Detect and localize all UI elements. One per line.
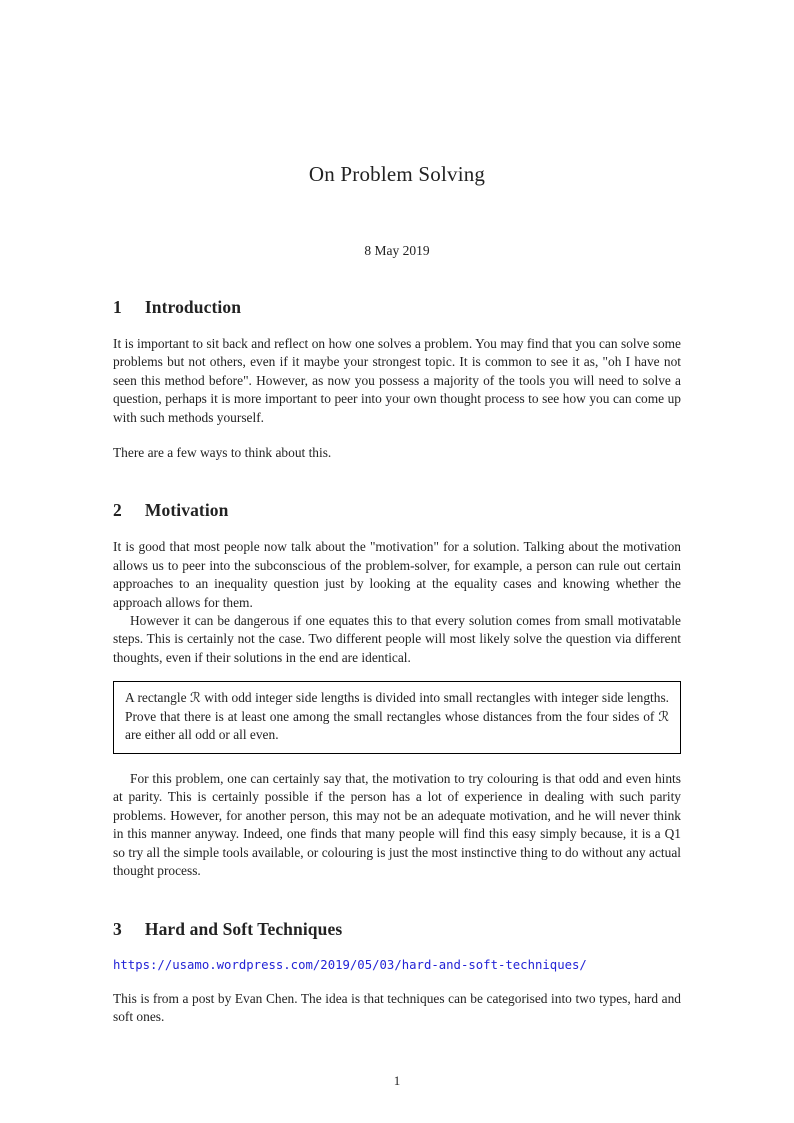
section-3-number: 3: [113, 918, 122, 939]
section-2-heading: [113, 500, 681, 521]
paragraph: For this problem, one can certainly say that, the motivation to try colouring is that odd and even hints at parity. This is certainly possible if the person has a lot of experience in dealing with such parity problems. However, for another person, this may not be an adequate motivation, and he will never think in this manner anyway. Indeed, one finds that many people will find this easy simply because, it is a Q1 so try all the simple tools available, or colouring is just the most instinctive thing to do without any actual thought process.: [113, 771, 681, 879]
url-line: [113, 957, 681, 973]
problem-box: A rectangle ℛ with odd integer side lengths is divided into small rectangles with integer side lengths. Prove that there is at least one among the small rectangles whose distances from the four sides of ℛ are either all odd or all even.: [113, 681, 681, 754]
section-1-title: Introduction: [144, 297, 242, 317]
section-2-number: 2: [113, 500, 122, 521]
page-number: 1: [393, 1073, 401, 1088]
page-title: On Problem Solving: [308, 162, 486, 186]
paragraph: It is good that most people now talk about the "motivation" for a solution. Talking about the motivation allows us to peer into the subconscious of the problem-solver, for example, a person can rule out certain approaches to an inequality question just by looking at the equality cases and knowing whether the approach allows for them.: [113, 539, 681, 610]
document-date: 8 May 2019: [364, 243, 430, 258]
paragraph: However it can be dangerous if one equates this to that every solution comes from small motivatable steps. This is certainly not the case. Two different people will most likely solve the question via different thoughts, even if their solutions in the end are identical.: [113, 613, 681, 665]
paragraph: There are a few ways to think about this.: [113, 445, 332, 461]
section-3-heading: [113, 919, 681, 940]
article-url-link[interactable]: https://usamo.wordpress.com/2019/05/03/hard-and-soft-techniques/: [113, 957, 587, 972]
section-2-title: Motivation: [144, 500, 229, 521]
section-1-number: 1: [113, 297, 122, 317]
paragraph: It is important to sit back and reflect on how one solves a problem. You may find that you can solve some problems but not others, even if it maybe your strongest topic. It is common to see it as, "oh I have not seen this method before". However, as now you possess a majority of the tools you will need to solve a question, perhaps it is more important to peer into your own thought process to see how you can come up with such methods yourself.: [113, 336, 681, 425]
section-3-title: Hard and Soft Techniques: [144, 918, 343, 939]
paragraph: This is from a post by Evan Chen. The idea is that techniques can be categorised into two types, hard and soft ones.: [113, 990, 681, 1024]
section-1-heading: [113, 297, 681, 318]
